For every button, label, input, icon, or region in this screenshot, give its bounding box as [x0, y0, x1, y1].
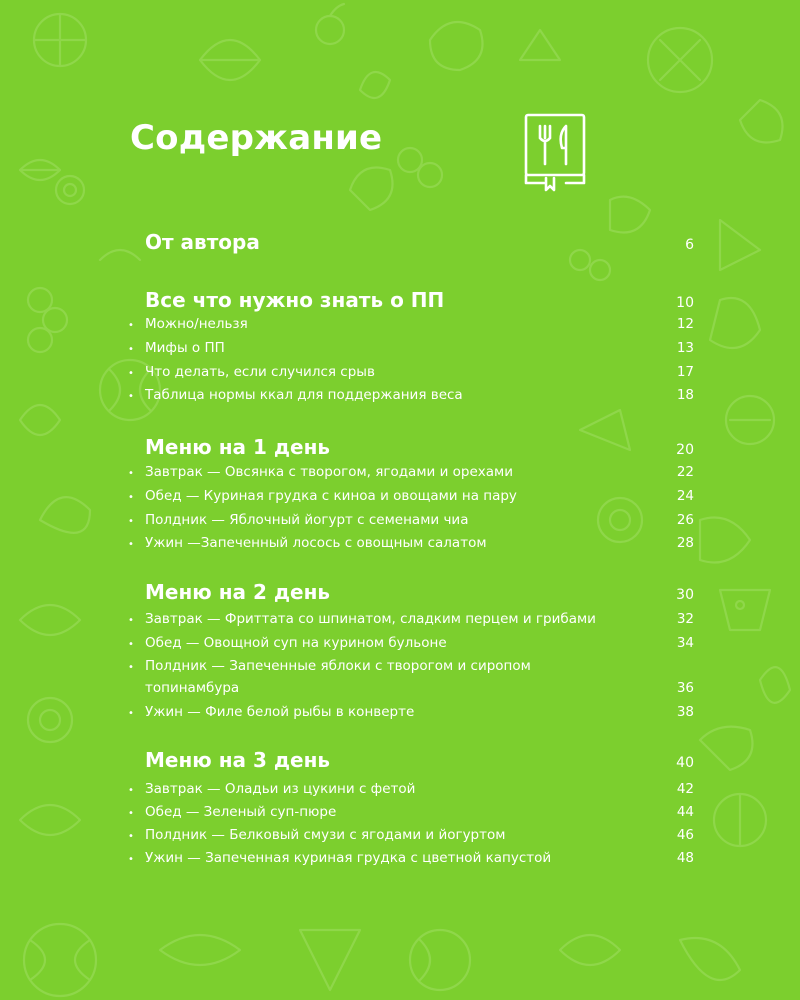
- page-number: 12: [676, 316, 694, 332]
- item-title: Завтрак — Оладьи из цукини с фетой: [145, 781, 416, 797]
- page-number: 30: [676, 587, 694, 603]
- toc-item[interactable]: [128, 337, 694, 361]
- item-title: Ужин — Филе белой рыбы в конверте: [145, 704, 415, 720]
- bullet: •: [128, 639, 134, 650]
- bullet: •: [128, 615, 134, 626]
- toc-section-author[interactable]: [145, 230, 694, 254]
- page-number: 42: [676, 781, 694, 797]
- page-title: Содержание: [130, 118, 383, 158]
- bullet: •: [128, 708, 134, 719]
- toc-item[interactable]: [128, 509, 694, 533]
- item-title: Обед — Овощной суп на курином бульоне: [145, 635, 447, 651]
- toc-item[interactable]: [128, 655, 694, 679]
- section-title: От автора: [145, 230, 260, 254]
- page-number: 34: [676, 635, 694, 651]
- toc-item[interactable]: [128, 532, 694, 556]
- toc-item[interactable]: [128, 485, 694, 509]
- toc-section-menu-day-2[interactable]: [145, 580, 694, 604]
- item-title: Ужин —Запеченный лосось с овощным салатом: [145, 535, 487, 551]
- page-number: 13: [676, 340, 694, 356]
- toc-section-pp-basics[interactable]: [145, 288, 694, 312]
- bullet: •: [128, 662, 134, 673]
- page-number: 6: [685, 237, 694, 253]
- page-number: 20: [676, 442, 694, 458]
- page-number: 38: [676, 704, 694, 720]
- page-number: 17: [676, 364, 694, 380]
- page-number: 22: [676, 464, 694, 480]
- bullet: •: [128, 854, 134, 865]
- toc-item-continuation[interactable]: [145, 677, 694, 699]
- toc-item[interactable]: [128, 608, 694, 632]
- item-title: Полдник — Яблочный йогурт с семенами чиа: [145, 512, 469, 528]
- toc-section-menu-day-1[interactable]: [145, 435, 694, 459]
- section-title: Меню на 3 день: [145, 748, 331, 772]
- toc-item[interactable]: [128, 847, 694, 871]
- bullet: •: [128, 468, 134, 479]
- bullet: •: [128, 344, 134, 355]
- section-title: Меню на 2 день: [145, 580, 331, 604]
- item-title: Завтрак — Фриттата со шпинатом, сладким перцем и грибами: [145, 611, 596, 627]
- item-title: Обед — Куриная грудка с киноа и овощами на пару: [145, 488, 517, 504]
- item-title-continuation: топинамбура: [145, 680, 240, 696]
- bullet: •: [128, 391, 134, 402]
- page-number: 10: [676, 295, 694, 311]
- toc-item[interactable]: [128, 778, 694, 802]
- toc-item[interactable]: [128, 461, 694, 485]
- toc-section-menu-day-3[interactable]: [145, 748, 694, 772]
- item-title: Завтрак — Овсянка с творогом, ягодами и орехами: [145, 464, 513, 480]
- bullet: •: [128, 320, 134, 331]
- bullet: •: [128, 516, 134, 527]
- toc-item[interactable]: [128, 632, 694, 656]
- item-title: Полдник — Запеченные яблоки с творогом и сиропом: [145, 658, 531, 674]
- page-number: 26: [676, 512, 694, 528]
- section-title: Меню на 1 день: [145, 435, 331, 459]
- bullet: •: [128, 368, 134, 379]
- item-title: Ужин — Запеченная куриная грудка с цветной капустой: [145, 850, 552, 866]
- page-number: 32: [676, 611, 694, 627]
- page-number: 44: [676, 804, 694, 820]
- bullet: •: [128, 539, 134, 550]
- bullet: •: [128, 808, 134, 819]
- item-title: Мифы о ПП: [145, 340, 225, 356]
- toc-item[interactable]: [128, 824, 694, 848]
- page-number: 28: [676, 535, 694, 551]
- toc-item[interactable]: [128, 313, 694, 337]
- bullet: •: [128, 831, 134, 842]
- page-number: 46: [676, 827, 694, 843]
- toc-item[interactable]: [128, 701, 694, 725]
- item-title: Можно/нельзя: [145, 316, 248, 332]
- section-title: Все что нужно знать о ПП: [145, 288, 445, 312]
- toc-item[interactable]: [128, 361, 694, 385]
- toc-item[interactable]: [128, 384, 694, 408]
- toc-item[interactable]: [128, 801, 694, 825]
- page-number: 18: [676, 387, 694, 403]
- item-title: Что делать, если случился срыв: [145, 364, 375, 380]
- page-number: 36: [676, 680, 694, 696]
- page-number: 24: [676, 488, 694, 504]
- item-title: Полдник — Белковый смузи с ягодами и йогуртом: [145, 827, 506, 843]
- bullet: •: [128, 492, 134, 503]
- item-title: Обед — Зеленый суп-пюре: [145, 804, 337, 820]
- page-number: 40: [676, 755, 694, 771]
- item-title: Таблица нормы ккал для поддержания веса: [145, 387, 463, 403]
- page-number: 48: [676, 850, 694, 866]
- bullet: •: [128, 785, 134, 796]
